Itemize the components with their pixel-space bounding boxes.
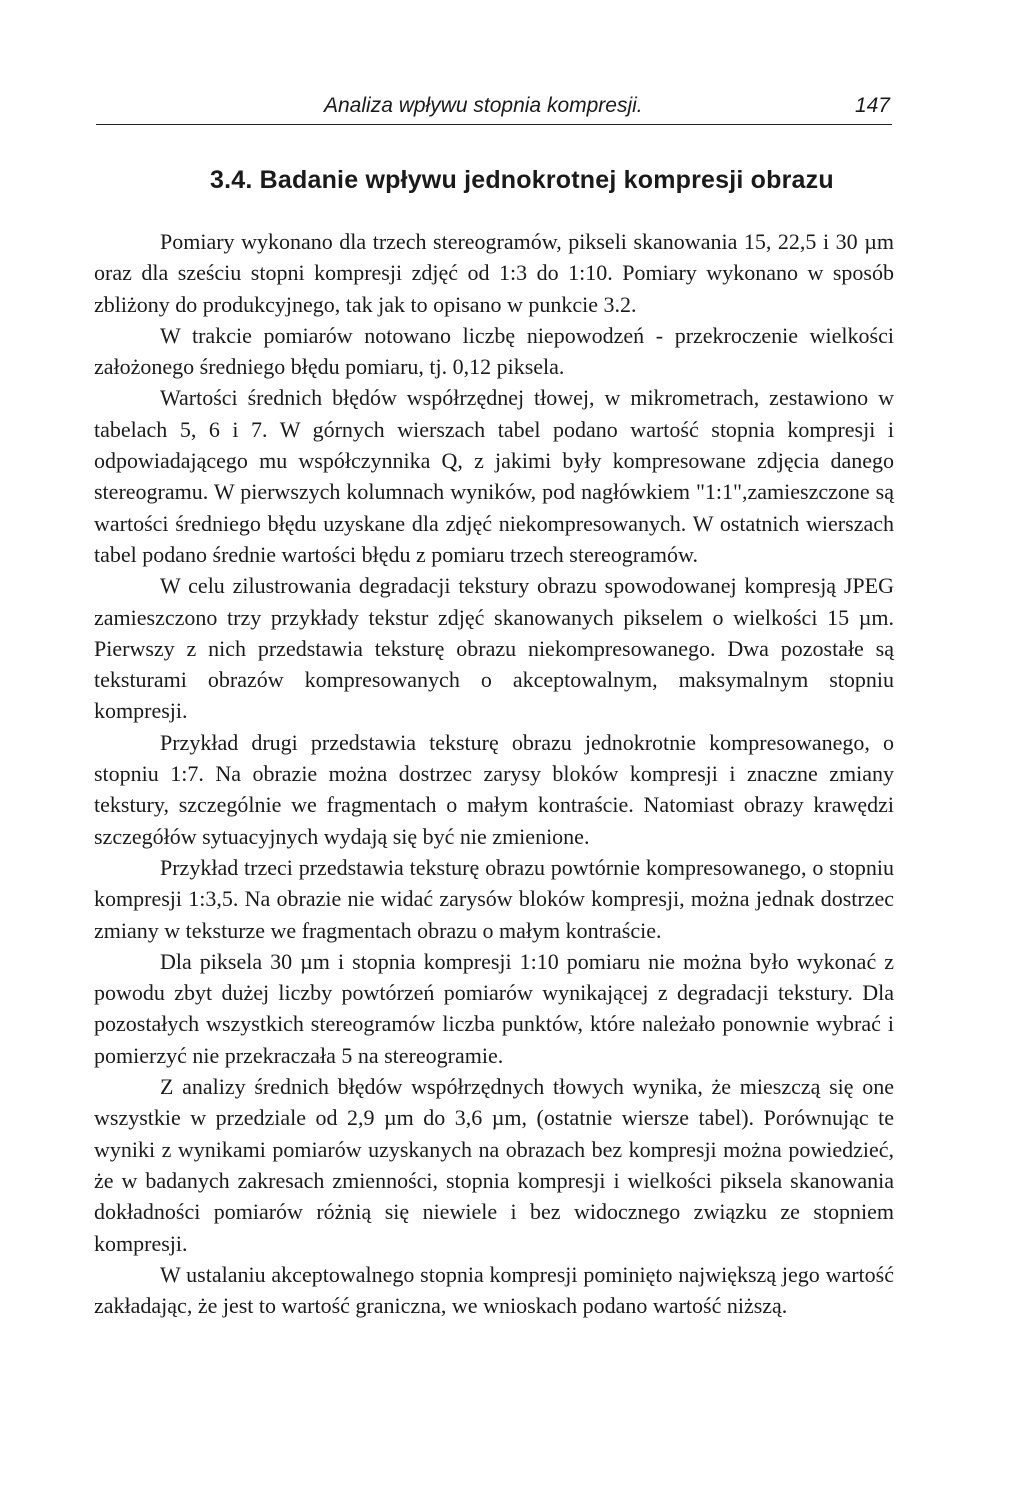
paragraph-error-analysis: Z analizy średnich błędów współrzędnych tłowych wynika, że mieszczą się one wszystkie w przedziale od 2,9 µm do 3,6 µm, (ostatnie wiersze tabel). Porównując te wyniki z wynikami pomiarów uzyskanych na obrazach bez kompresji można powiedzieć, że w badanych zakresach zmienności, stopnia kompresji i wielkości piksela skanowania dokładności pomiarów różnią się niewiele i bez widocznego związku ze stopniem kompresji. (94, 1074, 894, 1256)
body-text (94, 226, 894, 1321)
paragraph-measurements: Pomiary wykonano dla trzech stereogramów, pikseli skanowania 15, 22,5 i 30 µm oraz dla sześciu stopni kompresji zdjęć od 1:3 do 1:10. Pomiary wykonano w sposób zbliżony do produkcyjnego, tak jak to opisano w punkcie 3.2. (94, 229, 894, 317)
running-header (96, 90, 892, 125)
section-heading: 3.4. Badanie wpływu jednokrotnej kompresji obrazu (210, 166, 834, 194)
paragraph-texture-examples: W celu zilustrowania degradacji tekstury obrazu spowodowanej kompresją JPEG zamieszczono trzy przykłady tekstur zdjęć skanowanych pikselem o wielkości 15 µm. Pierwszy z nich przedstawia teksturę obrazu niekompresowanego. Dwa pozostałe są teksturami obrazów kompresowanych o akceptowalnym, maksymalnym stopniu kompresji. (94, 573, 894, 724)
paragraph-conclusion: W ustalaniu akceptowalnego stopnia kompresji pominięto największą jego wartość zakładając, że jest to wartość graniczna, we wnioskach podano wartość niższą. (94, 1261, 894, 1319)
paragraph-pixel-30: Dla piksela 30 µm i stopnia kompresji 1:10 pomiaru nie można było wykonać z powodu zbyt dużej liczby powtórzeń pomiarów wynikającej z degradacji tekstury. Dla pozostałych wszystkich stereogramów liczba punktów, które należało ponownie wybrać i pomierzyć nie przekraczała 5 na stereogramie. (94, 948, 894, 1068)
paragraph-tables: Wartości średnich błędów współrzędnej tłowej, w mikrometrach, zestawiono w tabelach 5, 6 i 7. W górnych wierszach tabel podano wartość stopnia kompresji i odpowiadającego mu współczynnika Q, z jakimi były kompresowane zdjęcia danego stereogramu. W pierwszych kolumnach wyników, pod nagłówkiem "1:1",zamieszczone są wartości średniego błędu uzyskane dla zdjęć niekompresowanych. W ostatnich wierszach tabel podano średnie wartości błędu z pomiaru trzech stereogramów. (94, 385, 894, 567)
paragraph-example-two: Przykład drugi przedstawia teksturę obrazu jednokrotnie kompresowanego, o stopniu 1:7. Na obrazie można dostrzec zarysy bloków kompresji i znaczne zmiany tekstury, szczególnie we fragmentach o małym kontraście. Natomiast obrazy krawędzi szczegółów sytuacyjnych wydają się być nie zmienione. (94, 729, 894, 849)
paragraph-failures: W trakcie pomiarów notowano liczbę niepowodzeń - przekroczenie wielkości założonego średniego błędu pomiaru, tj. 0,12 piksela. (94, 322, 894, 380)
paragraph-example-three: Przykład trzeci przedstawia teksturę obrazu powtórnie kompresowanego, o stopniu kompresji 1:3,5. Na obrazie nie widać zarysów bloków kompresji, można jednak dostrzec zmiany w teksturze we fragmentach obrazu o małym kontraście. (94, 854, 894, 943)
running-title: Analiza wpływu stopnia kompresji. (324, 94, 643, 117)
page-number: 147 (854, 94, 890, 117)
